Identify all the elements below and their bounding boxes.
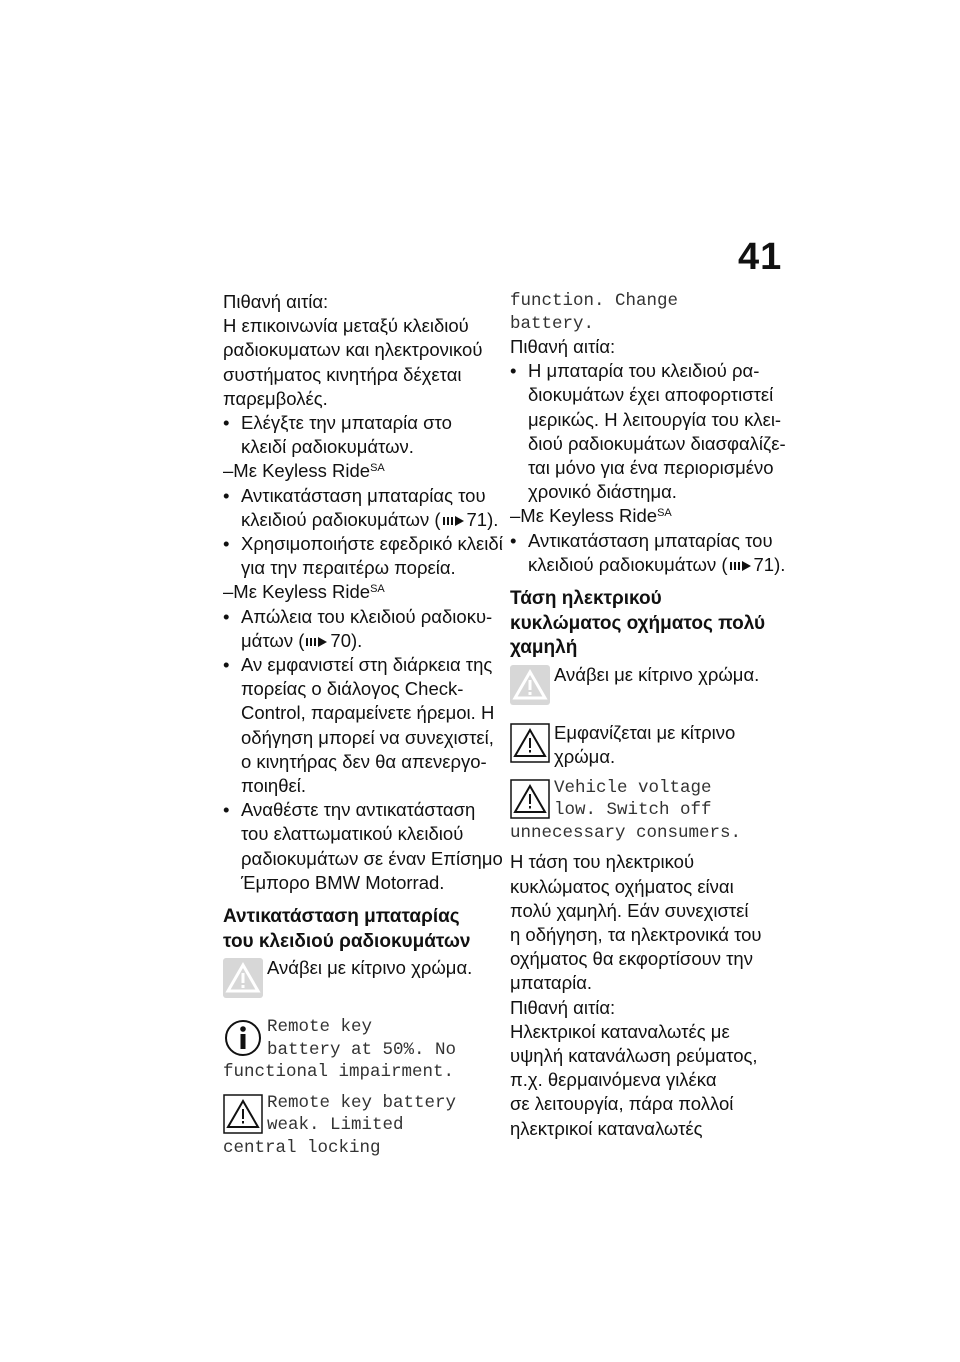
info-icon <box>223 1018 263 1058</box>
warning-outline-icon <box>223 1094 263 1134</box>
page-ref-arrow-icon <box>306 636 328 648</box>
page-ref-arrow-icon <box>443 515 465 527</box>
warning-message-text: unnecessary consumers. <box>510 822 742 843</box>
list-item: • Η μπαταρία του κλειδιού ρα- <box>510 360 760 382</box>
lights-yellow-text: Ανάβει με κίτρινο χρώμα. <box>554 663 760 685</box>
list-item-cont: του ελαττωματικού κλειδιού <box>241 823 464 845</box>
warning-message-row <box>510 777 790 845</box>
keyless-ride-label: –Με Keyless Ride$^{SA}$ <box>510 505 672 527</box>
warning-message-text: central locking <box>223 1137 381 1158</box>
list-item-cont: πορείας ο διάλογος Check- <box>241 678 464 700</box>
warning-filled-icon <box>223 958 263 998</box>
warning-message-text: Remote key battery <box>267 1092 457 1113</box>
body-text: μπαταρία. <box>510 972 593 994</box>
page-ref-arrow-icon <box>730 560 752 572</box>
body-text: υψηλή κατανάλωση ρεύματος, <box>510 1045 758 1067</box>
list-item-cont: διοκυμάτων έχει αποφορτιστεί <box>528 384 774 406</box>
appears-yellow-text: χρώμα. <box>554 745 616 767</box>
list-item-cont: μάτων ( 70). <box>241 629 363 651</box>
warning-light-row <box>223 956 495 1008</box>
message-continuation: battery. <box>510 313 595 334</box>
left-column <box>223 290 503 1159</box>
list-item-cont: διού ραδιοκυμάτων διασφαλίζε- <box>528 432 786 454</box>
list-item: • Αν εμφανιστεί στη διάρκεια της <box>223 654 493 676</box>
warning-light-row <box>510 663 790 713</box>
section-heading: Τάση ηλεκτρικού κυκλώματος οχήματος πολύ χαμηλή <box>510 588 766 659</box>
list-item-cont: μερικώς. Η λειτουργία του κλει- <box>528 408 782 430</box>
warning-display-row <box>510 721 790 769</box>
list-item-cont: ται μόνο για ένα περιορισμένο <box>528 457 774 479</box>
warning-message-row <box>223 1092 495 1160</box>
info-message-row <box>223 1016 495 1084</box>
list-item-cont: ραδιοκυμάτων σε έναν Επίσημο <box>241 847 503 869</box>
message-continuation: function. Change <box>510 291 679 311</box>
list-item: • Αντικατάσταση μπαταρίας του <box>223 484 486 506</box>
keyless-ride-label: –Με Keyless Ride$^{SA}$ <box>223 581 385 603</box>
warning-message-text: Vehicle voltage <box>554 777 712 798</box>
list-item: • Αναθέστε την αντικατάσταση <box>223 799 476 821</box>
warning-message-text: weak. Limited <box>267 1115 404 1136</box>
body-text: η οδήγηση, τα ηλεκτρονικά του <box>510 924 762 946</box>
body-text: κυκλώματος οχήματος είναι <box>510 875 734 897</box>
possible-cause-label: Πιθανή αιτία: <box>510 996 616 1018</box>
lights-yellow-text: Ανάβει με κίτρινο χρώμα. <box>267 957 473 979</box>
list-item-cont: για την περαιτέρω πορεία. <box>241 557 456 579</box>
list-item-cont: ποιηθεί. <box>241 775 306 797</box>
body-text: Ηλεκτρικοί καταναλωτές με <box>510 1020 730 1042</box>
list-item-cont: Έμπορο BMW Motorrad. <box>241 871 445 893</box>
cause-text: ραδιοκυματων και ηλεκτρονικού <box>223 339 483 361</box>
possible-cause-label: Πιθανή αιτία: <box>510 336 616 357</box>
section-heading: Αντικατάσταση μπαταρίας του κλειδιού ραδιοκυμάτων <box>223 906 471 952</box>
list-item-cont: κλειδιού ραδιοκυμάτων ( 71). <box>241 508 499 530</box>
warning-outline-icon <box>510 779 550 819</box>
body-text: πολύ χαμηλή. Εάν συνεχιστεί <box>510 899 749 921</box>
list-item-cont: οδήγηση μπορεί να συνεχιστεί, <box>241 726 494 748</box>
list-item: • Απώλεια του κλειδιού ραδιοκυ- <box>223 605 493 627</box>
possible-cause-label: Πιθανή αιτία: <box>223 291 329 312</box>
list-item: • Ελέγξτε την μπαταρία στο <box>223 412 452 434</box>
appears-yellow-text: Εμφανίζεται με κίτρινο <box>554 721 736 743</box>
list-item: • Αντικατάσταση μπαταρίας του <box>510 529 773 551</box>
warning-outline-icon <box>510 723 550 763</box>
right-column <box>510 290 790 1141</box>
info-message-text: functional impairment. <box>223 1062 455 1083</box>
list-item-cont: κλειδί ραδιοκυμάτων. <box>241 436 414 458</box>
keyless-ride-label: –Με Keyless Ride$^{SA}$ <box>223 460 385 482</box>
body-text: ηλεκτρικοί καταναλωτές <box>510 1117 703 1139</box>
cause-text: παρεμβολές. <box>223 387 328 409</box>
page-number: 41 <box>738 236 783 278</box>
body-text: Η τάση του ηλεκτρικού <box>510 851 695 873</box>
body-text: σε λειτουργία, πάρα πολλοί <box>510 1093 734 1115</box>
cause-text: Η επικοινωνία μεταξύ κλειδιού <box>223 315 469 337</box>
warning-filled-icon <box>510 665 550 705</box>
warning-message-text: low. Switch off <box>554 800 712 821</box>
body-text: οχήματος θα εκφορτίσουν την <box>510 948 753 970</box>
body-text: π.χ. θερμαινόμενα γιλέκα <box>510 1069 717 1091</box>
list-item-cont: κλειδιού ραδιοκυμάτων ( 71). <box>528 553 786 575</box>
cause-text: συστήματος κινητήρα δέχεται <box>223 363 462 385</box>
list-item: • Χρησιμοποιήστε εφεδρικό κλειδί <box>223 533 503 555</box>
info-message-text: Remote key <box>267 1017 373 1038</box>
list-item-cont: χρονικό διάστημα. <box>528 481 677 503</box>
info-message-text: battery at 50%. No <box>267 1039 457 1060</box>
list-item-cont: Control, παραμείνετε ήρεμοι. Η <box>241 702 495 724</box>
list-item-cont: ο κινητήρας δεν θα απενεργο- <box>241 750 487 772</box>
